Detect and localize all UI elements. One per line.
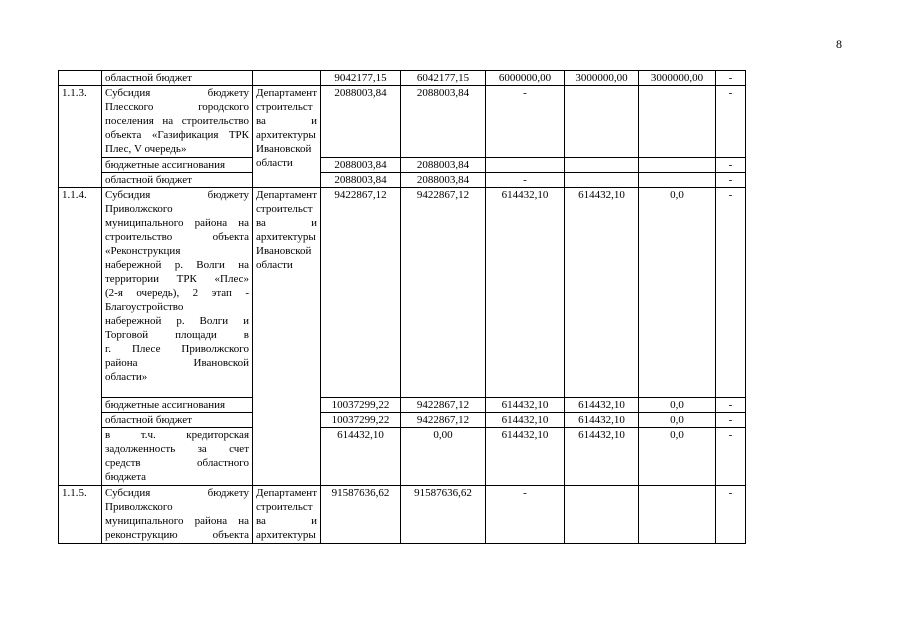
value-cell — [565, 173, 639, 188]
item-name-line: задолженность за счет — [105, 443, 249, 455]
row-number-cell: 1.1.5. — [59, 486, 102, 544]
table-row — [59, 428, 746, 486]
department-line: строительст — [256, 203, 313, 215]
value-cell: 10037299,22 — [321, 398, 401, 413]
department-line: архитектуры — [256, 129, 316, 141]
item-name-line: в т.ч. кредиторская — [105, 429, 249, 441]
value-cell: 9422867,12 — [401, 413, 486, 428]
item-name-line: Плесского городского — [105, 101, 249, 113]
value-cell — [565, 86, 639, 158]
item-name-line: поселения на строительство — [105, 115, 249, 127]
value-cell: 91587636,62 — [401, 486, 486, 544]
item-name-line: Торговой площади в — [105, 329, 249, 341]
table-row — [59, 486, 746, 544]
item-name-cell — [102, 428, 253, 486]
value-cell: 6042177,15 — [401, 71, 486, 86]
value-cell: 614432,10 — [486, 428, 565, 486]
page-number: 8 — [836, 37, 842, 51]
item-name-line: Благоустройство — [105, 301, 184, 313]
table-row — [59, 86, 746, 158]
item-name-line: бюджета — [105, 471, 147, 483]
value-cell: 2088003,84 — [401, 173, 486, 188]
item-name-line: Субсидия бюджету — [105, 487, 249, 499]
value-cell — [639, 486, 716, 544]
value-cell: 614432,10 — [486, 398, 565, 413]
item-name-cell: областной бюджет — [102, 413, 253, 428]
value-cell: - — [716, 158, 746, 173]
department-line: строительст — [256, 101, 313, 113]
value-cell: 614432,10 — [321, 428, 401, 486]
item-name-line: г. Плесе Приволжского — [105, 343, 249, 355]
value-cell: 614432,10 — [486, 188, 565, 398]
row-number-cell: 1.1.4. — [59, 188, 102, 486]
value-cell: 614432,10 — [565, 398, 639, 413]
value-cell: 0,0 — [639, 398, 716, 413]
department-line: архитектуры — [256, 231, 316, 243]
value-cell: 614432,10 — [565, 413, 639, 428]
department-line: Ивановской — [256, 245, 312, 257]
value-cell: - — [716, 428, 746, 486]
value-cell — [639, 158, 716, 173]
item-name-line: территории ТРК «Плес» — [105, 273, 249, 285]
value-cell: - — [716, 413, 746, 428]
department-line: ва и — [256, 515, 318, 527]
item-name-line: Приволжского — [105, 203, 173, 215]
value-cell: 2088003,84 — [401, 86, 486, 158]
department-line: Департамент — [256, 487, 318, 499]
table-row — [59, 71, 746, 86]
item-name-cell — [102, 486, 253, 544]
value-cell: - — [716, 173, 746, 188]
value-cell — [639, 173, 716, 188]
item-name-line: области» — [105, 371, 148, 383]
value-cell: 0,0 — [639, 413, 716, 428]
value-cell: - — [716, 188, 746, 398]
item-name-line: «Реконструкция — [105, 245, 181, 257]
value-cell: 91587636,62 — [321, 486, 401, 544]
value-cell: 2088003,84 — [321, 173, 401, 188]
department-line: Департамент — [256, 87, 318, 99]
value-cell: 0,0 — [639, 188, 716, 398]
department-line: ва и — [256, 115, 318, 127]
item-name-line: (2-я очередь), 2 этап - — [105, 287, 249, 299]
value-cell — [486, 158, 565, 173]
value-cell: 10037299,22 — [321, 413, 401, 428]
value-cell: 2088003,84 — [401, 158, 486, 173]
value-cell: - — [486, 86, 565, 158]
department-line: области — [256, 259, 293, 271]
value-cell — [639, 86, 716, 158]
item-name-line: района Ивановской — [105, 357, 249, 369]
item-name-cell — [102, 188, 253, 398]
department-line: ва и — [256, 217, 318, 229]
row-number-cell: 1.1.3. — [59, 86, 102, 188]
department-line: архитектуры — [256, 529, 316, 541]
value-cell: 2088003,84 — [321, 86, 401, 158]
item-name-line: строительство объекта — [105, 231, 249, 243]
table-row — [59, 413, 746, 428]
value-cell: 0,00 — [401, 428, 486, 486]
department-cell — [253, 188, 321, 486]
item-name-line: Субсидия бюджету — [105, 87, 249, 99]
value-cell: 3000000,00 — [639, 71, 716, 86]
budget-table — [58, 70, 746, 544]
value-cell: 614432,10 — [565, 188, 639, 398]
value-cell: 614432,10 — [565, 428, 639, 486]
value-cell — [565, 486, 639, 544]
value-cell: 9422867,12 — [401, 188, 486, 398]
table-row — [59, 173, 746, 188]
item-name-line: муниципального района на — [105, 217, 249, 229]
value-cell: 6000000,00 — [486, 71, 565, 86]
item-name-cell: бюджетные ассигнования — [102, 398, 253, 413]
value-cell: - — [716, 486, 746, 544]
value-cell: 614432,10 — [486, 413, 565, 428]
item-name-line: объекта «Газификация ТРК — [105, 129, 249, 141]
value-cell: - — [716, 71, 746, 86]
value-cell — [565, 158, 639, 173]
value-cell: 9042177,15 — [321, 71, 401, 86]
value-cell: 9422867,12 — [401, 398, 486, 413]
department-cell — [253, 86, 321, 188]
item-name-line: реконструкцию объекта — [105, 529, 249, 541]
item-name-line: Приволжского — [105, 501, 173, 513]
item-name-line: Субсидия бюджету — [105, 189, 249, 201]
item-name-cell: областной бюджет — [102, 71, 253, 86]
table-row — [59, 188, 746, 398]
item-name-line: Плес, V очередь» — [105, 143, 187, 155]
department-line: Департамент — [256, 189, 318, 201]
value-cell: 2088003,84 — [321, 158, 401, 173]
value-cell: 9422867,12 — [321, 188, 401, 398]
item-name-line: набережной р. Волги и — [105, 315, 249, 327]
department-line: Ивановской — [256, 143, 312, 155]
value-cell: 3000000,00 — [565, 71, 639, 86]
department-cell — [253, 71, 321, 86]
item-name-cell — [102, 86, 253, 158]
item-name-cell: бюджетные ассигнования — [102, 158, 253, 173]
row-number-cell — [59, 71, 102, 86]
item-name-line: средств областного — [105, 457, 249, 469]
item-name-cell: областной бюджет — [102, 173, 253, 188]
value-cell: - — [716, 86, 746, 158]
value-cell: - — [486, 486, 565, 544]
value-cell: 0,0 — [639, 428, 716, 486]
department-cell — [253, 486, 321, 544]
item-name-line: набережной р. Волги на — [105, 259, 249, 271]
item-name-line: муниципального района на — [105, 515, 249, 527]
value-cell: - — [486, 173, 565, 188]
department-line: строительст — [256, 501, 313, 513]
table-row — [59, 398, 746, 413]
table-row — [59, 158, 746, 173]
value-cell: - — [716, 398, 746, 413]
department-line: области — [256, 157, 293, 169]
